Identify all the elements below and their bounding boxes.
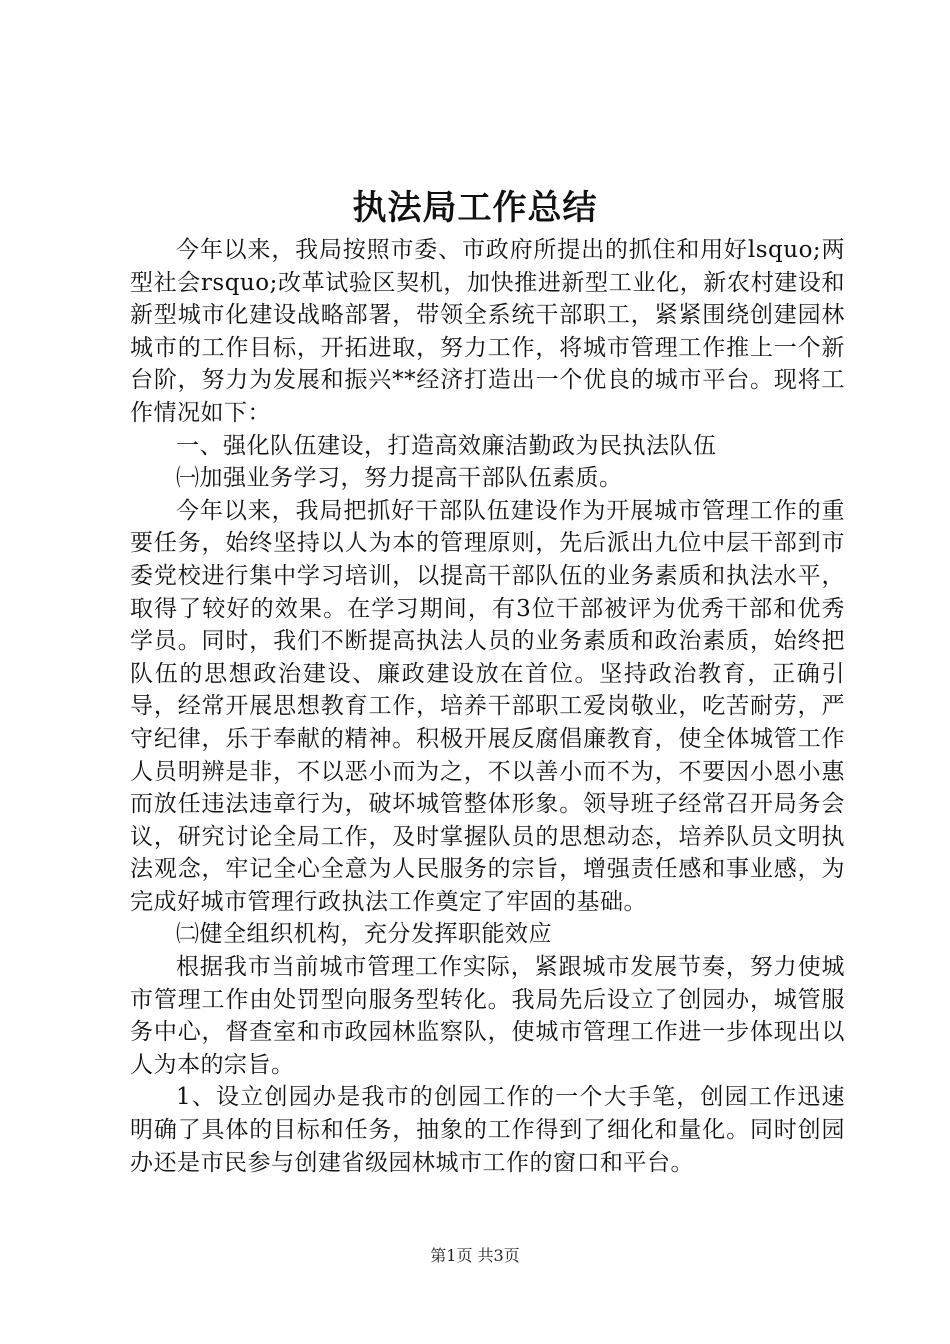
paragraph-organization: 根据我市当前城市管理工作实际，紧跟城市发展节奏，努力使城市管理工作由处罚型向服务型转化。我局先后设立了创园办，城管服务中心，督查室和市政园林监察队，使城市管理工作进一步体现出以人为本的宗旨。: [130, 954, 845, 1078]
document-body: [130, 234, 845, 1179]
paragraph-team-building: 今年以来，我局把抓好干部队伍建设作为开展城市管理工作的重要任务，始终坚持以人为本的管理原则，先后派出九位中层干部到市委党校进行集中学习培训，以提高干部队伍的业务素质和执法水平，取得了较好的效果。在学习期间，有3位干部被评为优秀干部和优秀学员。同时，我们不断提高执法人员的业务素质和政治素质，始终把队伍的思想政治建设、廉政建设放在首位。坚持政治教育，正确引导，经常开展思想教育工作，培养干部职工爱岗敬业，吃苦耐劳，严守纪律，乐于奉献的精神。积极开展反腐倡廉教育，使全体城管工作人员明辨是非，不以恶小而为之，不以善小而不为，不要因小恩小惠而放任违法违章行为，破坏城管整体形象。领导班子经常召开局务会议，研究讨论全局工作，及时掌握队员的思想动态，培养队员文明执法观念，牢记全心全意为人民服务的宗旨，增强责任感和事业感，为完成好城市管理行政执法工作奠定了牢固的基础。: [130, 497, 845, 915]
subsection-heading-1: ㈠加强业务学习，努力提高干部队伍素质。: [176, 465, 623, 492]
section-heading-1: 一、强化队伍建设，打造高效廉洁勤政为民执法队伍: [176, 432, 717, 459]
paragraph-garden-office: 1、设立创园办是我市的创园工作的一个大手笔，创园工作迅速明确了具体的目标和任务，抽象的工作得到了细化和量化。同时创园办还是市民参与创建省级园林城市工作的窗口和平台。: [130, 1084, 845, 1176]
paragraph-intro: 今年以来，我局按照市委、市政府所提出的抓住和用好lsquo;两型社会rsquo;改革试验区契机，加快推进新型工业化，新农村建设和新型城市化建设战略部署，带领全系统干部职工，紧紧围绕创建园林城市的工作目标，开拓进取，努力工作，将城市管理工作推上一个新台阶，努力为发展和振兴**经济打造出一个优良的城市平台。现将工作情况如下：: [130, 237, 845, 426]
page-number-footer: 第1页 共3页: [430, 1246, 520, 1265]
subsection-heading-2: ㈡健全组织机构，充分发挥职能效应: [176, 921, 552, 948]
document-title: 执法局工作总结: [352, 188, 598, 228]
